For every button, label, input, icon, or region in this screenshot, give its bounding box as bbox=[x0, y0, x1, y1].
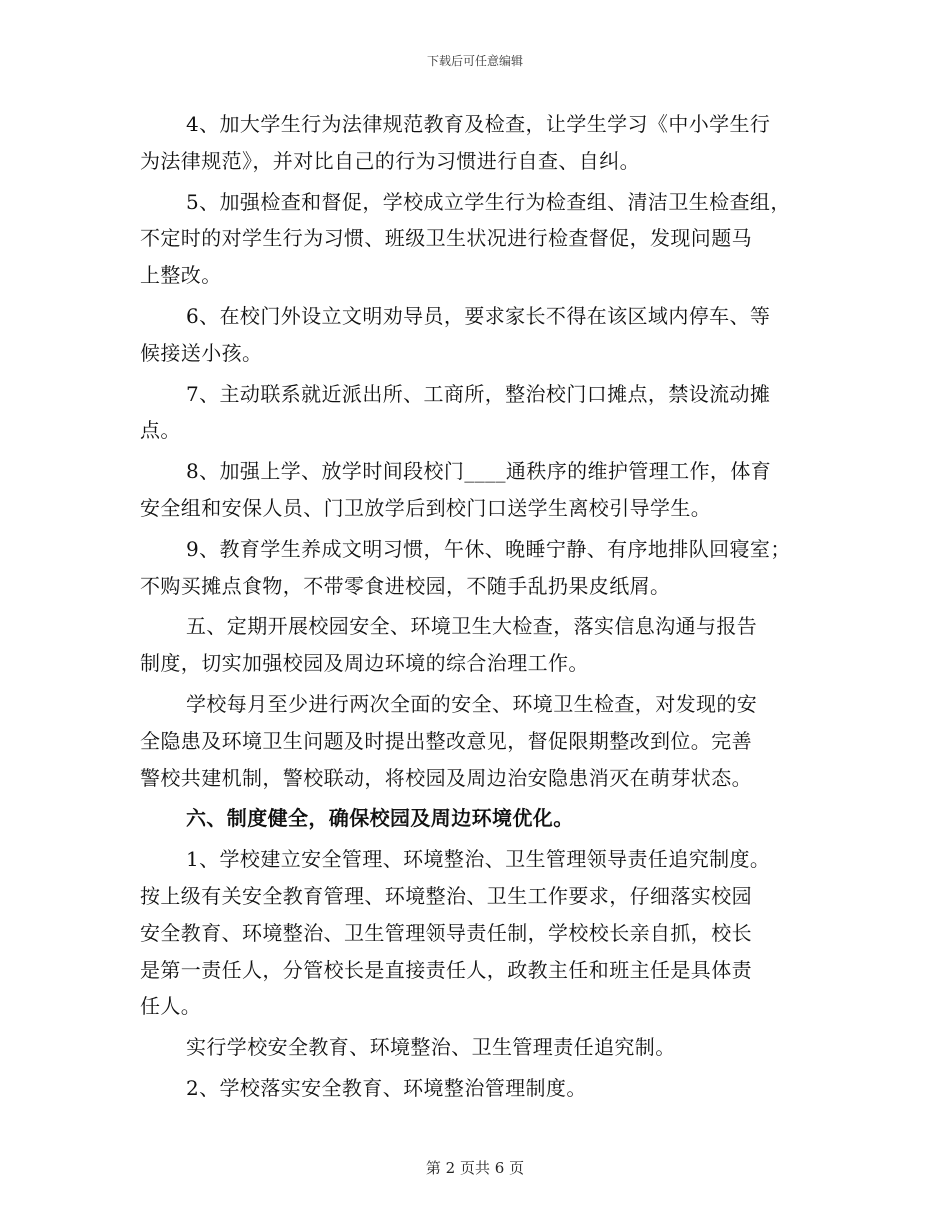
section-heading: 六、制度健全，确保校园及周边环境优化。 bbox=[186, 806, 574, 831]
paragraph-line: 安全组和安保人员、门卫放学后到校门口送学生离校引导学生。 bbox=[140, 495, 712, 520]
paragraph-line: 制度，切实加强校园及周边环境的综合治理工作。 bbox=[140, 651, 589, 676]
paragraph-item-8 bbox=[140, 453, 820, 527]
section-five bbox=[140, 608, 820, 682]
paragraph-line: 7、主动联系就近派出所、工商所，整治校门口摊点，禁设流动摊 bbox=[186, 381, 771, 406]
paragraph-line: 候接送小孩。 bbox=[140, 340, 263, 365]
paragraph-line: 安全教育、环境整治、卫生管理领导责任制，学校校长亲自抓，校长 bbox=[140, 920, 752, 945]
paragraph-line: 点。 bbox=[140, 418, 181, 443]
paragraph-line: 9、教育学生养成文明习惯，午休、晚睡宁静、有序地排队回寝室； bbox=[186, 536, 791, 561]
paragraph-line: 实行学校安全教育、环境整治、卫生管理责任追究制。 bbox=[186, 1035, 676, 1060]
paragraph-line: 8、加强上学、放学时间段校门____通秩序的维护管理工作，体育 bbox=[186, 459, 772, 484]
paragraph-line: 5、加强检查和督促，学校成立学生行为检查组、清洁卫生检查组， bbox=[186, 189, 791, 214]
paragraph-line: 6、在校门外设立文明劝导员，要求家长不得在该区域内停车、等 bbox=[186, 303, 771, 328]
paragraph-accountability bbox=[140, 1029, 820, 1066]
paragraph-line: 不购买摊点食物，不带零食进校园，不随手乱扔果皮纸屑。 bbox=[140, 573, 671, 598]
paragraph-line: 学校每月至少进行两次全面的安全、环境卫生检查，对发现的安 bbox=[186, 691, 758, 716]
page-number-footer: 第 2 页共 6 页 bbox=[425, 1159, 525, 1177]
paragraph-line: 2、学校落实安全教育、环境整治管理制度。 bbox=[186, 1075, 587, 1100]
paragraph-item-9 bbox=[140, 531, 820, 605]
paragraph-line: 是第一责任人，分管校长是直接责任人，政教主任和班主任是具体责 bbox=[140, 957, 752, 982]
page-header: 下载后可任意编辑 bbox=[426, 54, 523, 68]
paragraph-item-1 bbox=[140, 841, 820, 1025]
paragraph-item-4 bbox=[140, 106, 820, 180]
paragraph-line: 五、定期开展校园安全、环境卫生大检查，落实信息沟通与报告 bbox=[186, 614, 758, 639]
section-six-heading bbox=[140, 800, 820, 837]
paragraph-line: 上整改。 bbox=[140, 263, 222, 288]
paragraph-inspection bbox=[140, 686, 820, 796]
paragraph-line: 1、学校建立安全管理、环境整治、卫生管理领导责任追究制度。 bbox=[186, 847, 771, 872]
paragraph-line: 不定时的对学生行为习惯、班级卫生状况进行检查督促，发现问题马 bbox=[140, 226, 752, 251]
paragraph-item-5 bbox=[140, 184, 820, 294]
paragraph-item-7 bbox=[140, 376, 820, 450]
paragraph-line: 全隐患及环境卫生问题及时提出整改意见，督促限期整改到位。完善 bbox=[140, 728, 752, 753]
paragraph-line: 为法律规范》，并对比自己的行为习惯进行自查、自纠。 bbox=[140, 148, 640, 173]
paragraph-item-6 bbox=[140, 298, 820, 372]
paragraph-item-2 bbox=[140, 1070, 820, 1107]
paragraph-line: 警校共建机制，警校联动，将校园及周边治安隐患消灭在萌芽状态。 bbox=[140, 765, 752, 790]
paragraph-line: 按上级有关安全教育管理、环境整治、卫生工作要求，仔细落实校园 bbox=[140, 883, 752, 908]
paragraph-line: 4、加大学生行为法律规范教育及检查，让学生学习《中小学生行 bbox=[186, 112, 771, 136]
document-body bbox=[140, 106, 820, 1107]
paragraph-line: 任人。 bbox=[140, 994, 202, 1019]
